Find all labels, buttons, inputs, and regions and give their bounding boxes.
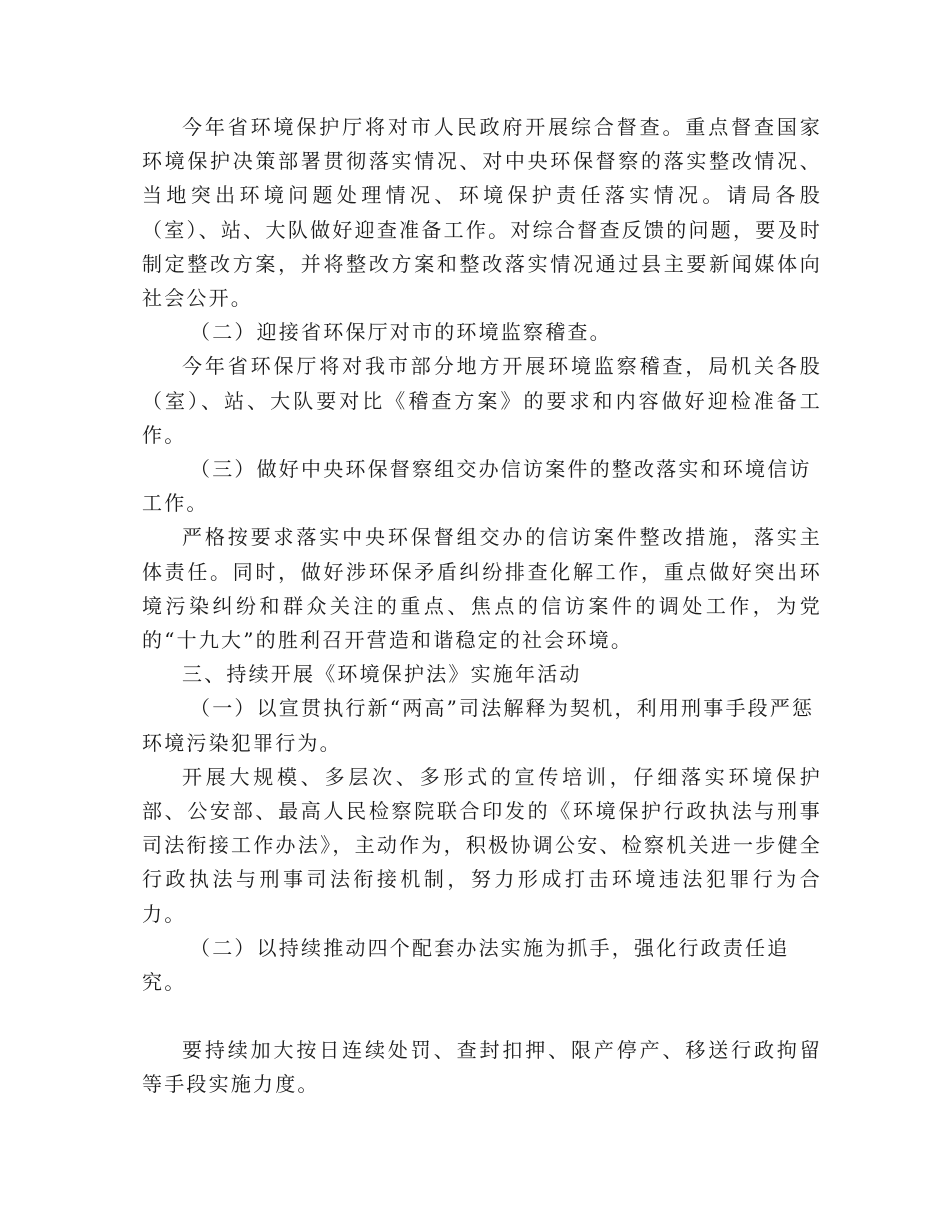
section-heading-three: 三、持续开展《环境保护法》实施年活动 — [182, 662, 582, 687]
paragraph-penalty-measures: 要持续加大按日连续处罚、查封扣押、限产停产、移送行政拘留等手段实施力度。 — [142, 1038, 822, 1097]
paragraph-spacer — [142, 999, 822, 1033]
subheading-petition-cases: （三）做好中央环保督察组交办信访案件的整改落实和环境信访工作。 — [142, 457, 812, 516]
paragraph-inspection-preparation: 今年省环保厅将对我市部分地方开展环境监察稽查，局机关各股（室）、站、大队要对比《稽查方案》的要求和内容做好迎检准备工作。 — [142, 354, 822, 447]
paragraph-provincial-supervision: 今年省环境保护厅将对市人民政府开展综合督查。重点督查国家环境保护决策部署贯彻落实情况、对中央环保督察的落实整改情况、当地突出环境问题处理情况、环境保护责任落实情况。请局各股（室）、站、大队做好迎查准备工作。对综合督查反馈的问题，要及时制定整改方案，并将整改方案和整改落实情况通过县主要新闻媒体向社会公开。 — [142, 115, 822, 311]
paragraph-petition-rectification: 严格按要求落实中央环保督组交办的信访案件整改措施，落实主体责任。同时，做好涉环保矛盾纠纷排查化解工作，重点做好突出环境污染纠纷和群众关注的重点、焦点的信访案件的调处工作，为党的“十九大”的胜利召开营造和谐稳定的社会环境。 — [142, 525, 822, 653]
subheading-judicial-interpretation: （一）以宣贯执行新“两高”司法解释为契机，利用刑事手段严惩环境污染犯罪行为。 — [142, 696, 815, 755]
subheading-environmental-inspection: （二）迎接省环保厅对市的环境监察稽查。 — [190, 320, 612, 345]
document-body — [142, 110, 822, 1102]
paragraph-publicity-training: 开展大规模、多层次、多形式的宣传培训，仔细落实环境保护部、公安部、最高人民检察院联合印发的《环境保护行政执法与刑事司法衔接工作办法》，主动作为，积极协调公安、检察机关进一步健全行政执法与刑事司法衔接机制，努力形成打击环境违法犯罪行为合力。 — [142, 764, 822, 926]
subheading-supporting-measures: （二）以持续推动四个配套办法实施为抓手，强化行政责任追究。 — [142, 935, 790, 995]
